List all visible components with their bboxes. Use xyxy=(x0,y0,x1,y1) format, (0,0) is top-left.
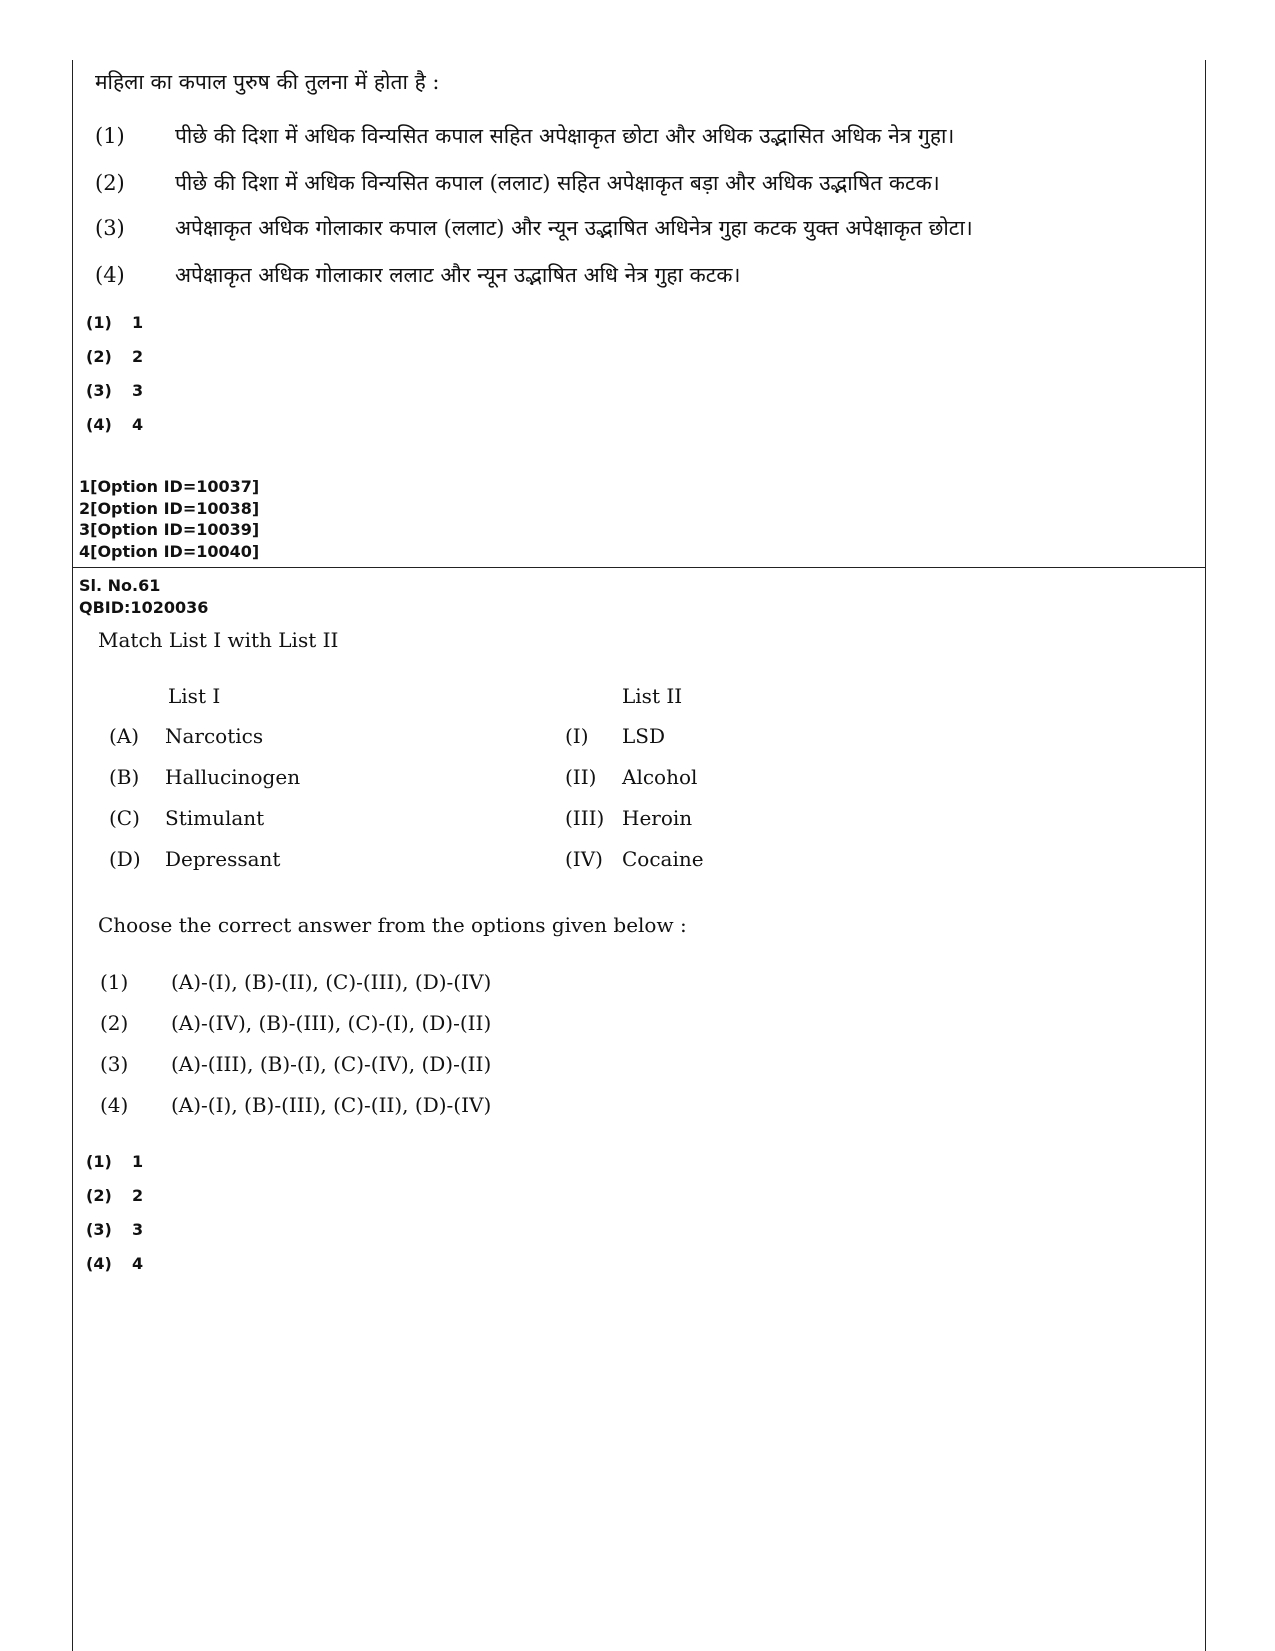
answer-choice-1 xyxy=(86,1152,143,1171)
answer-number: (3) xyxy=(86,1220,112,1239)
list1-label: (D) xyxy=(109,847,141,871)
option-1 xyxy=(100,970,491,994)
option-3 xyxy=(100,1052,491,1076)
answer-choice-4 xyxy=(86,415,143,434)
answer-choice-3 xyxy=(86,381,143,400)
question-stem-hindi: महिला का कपाल पुरुष की तुलना में होता है : xyxy=(95,70,440,94)
option-id: 4[Option ID=10040] xyxy=(79,541,260,561)
list2-item: Heroin xyxy=(622,806,693,830)
answer-choice-2 xyxy=(86,1186,143,1205)
answer-choice-1 xyxy=(86,313,143,332)
answer-value: 4 xyxy=(132,1254,144,1273)
answer-choice-2 xyxy=(86,347,143,366)
question-header xyxy=(79,575,208,618)
hindi-option-2 xyxy=(95,169,940,197)
hindi-option-3 xyxy=(95,214,973,242)
list1-item: Hallucinogen xyxy=(165,765,301,789)
option-id-list xyxy=(79,476,259,562)
hindi-option-4 xyxy=(95,261,740,289)
list1-header: List I xyxy=(168,684,221,708)
option-number: (3) xyxy=(100,1052,129,1076)
option-2 xyxy=(100,1011,491,1035)
option-number: (1) xyxy=(95,124,125,148)
option-id: 1[Option ID=10037] xyxy=(79,477,260,496)
option-text: पीछे की दिशा में अधिक विन्यसित कपाल सहित अपेक्षाकृत छोटा और अधिक उद्भासित अधिक नेत्र गुहा। xyxy=(175,124,955,148)
list2-label: (III) xyxy=(565,806,605,830)
list1-item: Stimulant xyxy=(165,806,265,830)
question-stem: Match List I with List II xyxy=(98,628,339,652)
answer-choice-3 xyxy=(86,1220,143,1239)
option-number: (3) xyxy=(95,216,125,240)
option-number: (2) xyxy=(95,171,125,195)
answer-number: (1) xyxy=(86,313,112,332)
list1-label: (C) xyxy=(109,806,140,830)
qbid: QBID:1020036 xyxy=(79,597,209,617)
serial-number: Sl. No.61 xyxy=(79,576,161,595)
answer-value: 3 xyxy=(132,381,144,400)
choose-instruction: Choose the correct answer from the options given below : xyxy=(98,913,687,937)
answer-number: (1) xyxy=(86,1152,112,1171)
option-text: अपेक्षाकृत अधिक गोलाकार ललाट और न्यून उद्भाषित अधि नेत्र गुहा कटक। xyxy=(175,263,741,287)
option-number: (2) xyxy=(100,1011,129,1035)
list2-item: Alcohol xyxy=(622,765,698,789)
answer-number: (3) xyxy=(86,381,112,400)
option-text: पीछे की दिशा में अधिक विन्यसित कपाल (ललाट) सहित अपेक्षाकृत बड़ा और अधिक उद्भाषित कटक। xyxy=(175,171,940,195)
hindi-option-1 xyxy=(95,122,954,150)
list2-header: List II xyxy=(622,684,683,708)
option-number: (4) xyxy=(100,1093,129,1117)
list2-item: Cocaine xyxy=(622,847,704,871)
list2-label: (II) xyxy=(565,765,597,789)
answer-number: (4) xyxy=(86,1254,112,1273)
list1-item: Depressant xyxy=(165,847,281,871)
option-text: अपेक्षाकृत अधिक गोलाकार कपाल (ललाट) और न्यून उद्भाषित अधिनेत्र गुहा कटक युक्त अपेक्षाकृत छोटा। xyxy=(175,216,973,240)
answer-value: 2 xyxy=(132,347,144,366)
answer-choice-4 xyxy=(86,1254,143,1273)
option-id: 3[Option ID=10039] xyxy=(79,520,260,539)
option-number: (4) xyxy=(95,263,125,287)
list1-item: Narcotics xyxy=(165,724,264,748)
answer-number: (2) xyxy=(86,1186,112,1205)
list1-label: (B) xyxy=(109,765,140,789)
option-text: (A)-(III), (B)-(I), (C)-(IV), (D)-(II) xyxy=(171,1052,492,1076)
list2-item: LSD xyxy=(622,724,666,748)
answer-number: (4) xyxy=(86,415,112,434)
answer-value: 1 xyxy=(132,313,144,332)
answer-value: 2 xyxy=(132,1186,144,1205)
list1-label: (A) xyxy=(109,724,140,748)
list2-label: (IV) xyxy=(565,847,603,871)
answer-value: 3 xyxy=(132,1220,144,1239)
answer-value: 1 xyxy=(132,1152,144,1171)
option-text: (A)-(I), (B)-(III), (C)-(II), (D)-(IV) xyxy=(171,1093,492,1117)
option-text: (A)-(I), (B)-(II), (C)-(III), (D)-(IV) xyxy=(171,970,492,994)
answer-number: (2) xyxy=(86,347,112,366)
option-id: 2[Option ID=10038] xyxy=(79,498,260,518)
list2-label: (I) xyxy=(565,724,589,748)
option-4 xyxy=(100,1093,491,1117)
option-text: (A)-(IV), (B)-(III), (C)-(I), (D)-(II) xyxy=(171,1011,492,1035)
answer-value: 4 xyxy=(132,415,144,434)
option-number: (1) xyxy=(100,970,129,994)
question-divider xyxy=(72,567,1206,568)
